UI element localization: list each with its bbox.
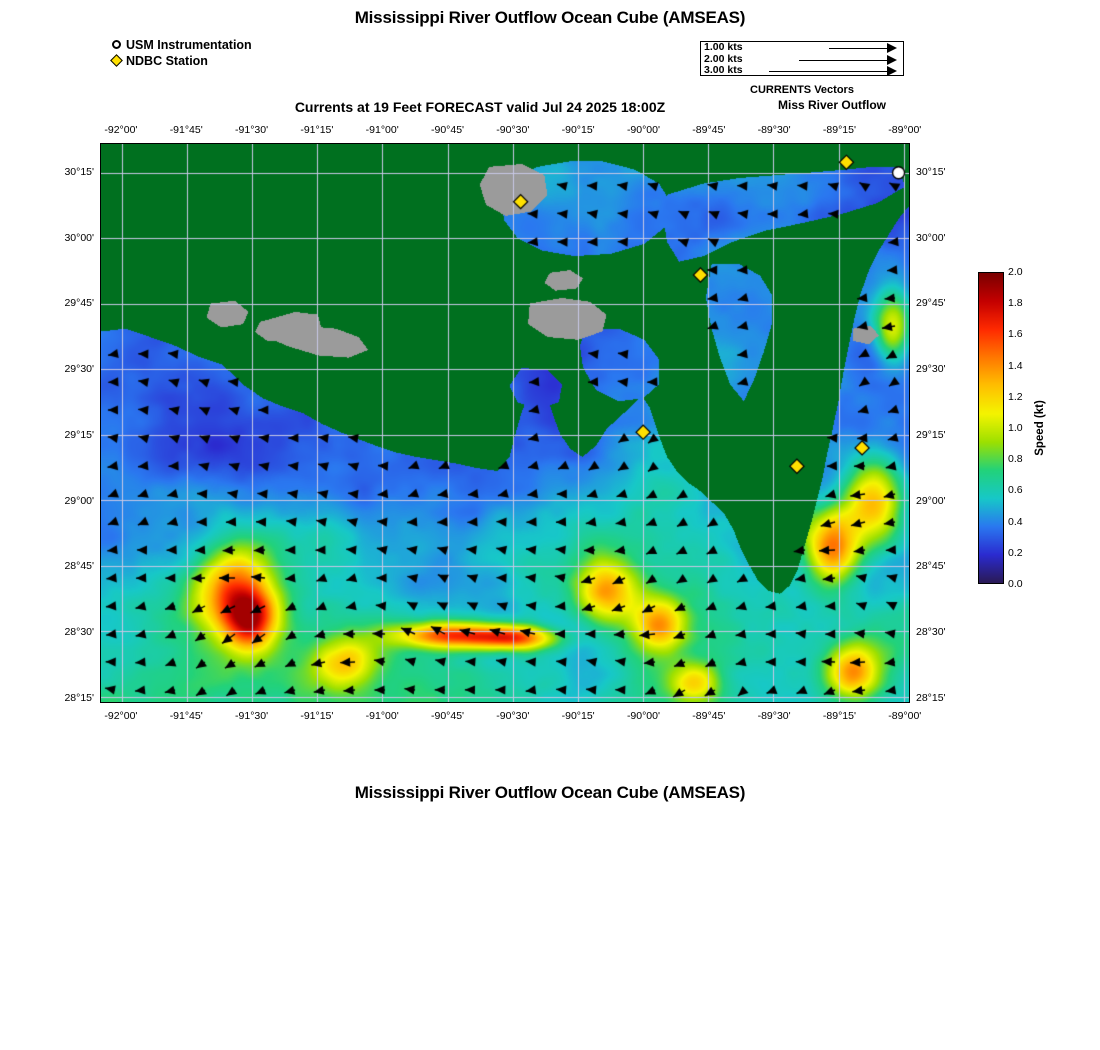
lon-tick-label: -92°00' <box>104 124 138 136</box>
vector-scale-key <box>700 41 904 76</box>
colorbar-tick-label: 0.2 <box>1008 546 1023 559</box>
lon-tick-label: -90°00' <box>626 710 660 722</box>
colorbar-tick-label: 2.0 <box>1008 266 1023 278</box>
lat-tick-label: 30°00' <box>64 231 94 244</box>
vector-key-label: 1.00 kts <box>704 41 743 53</box>
lon-tick-label: -90°30' <box>496 710 530 722</box>
colorbar-tick-label: 1.6 <box>1008 328 1023 341</box>
colorbar-tick-label: 0.4 <box>1008 515 1023 528</box>
colorbar-tick-label: 0.0 <box>1008 578 1023 590</box>
colorbar-title: Speed (kt) <box>1034 400 1046 456</box>
bottom-title: Mississippi River Outflow Ocean Cube (AMSEAS) <box>354 783 746 802</box>
lon-tick-label: -91°30' <box>235 124 269 136</box>
lon-tick-label: -90°15' <box>561 124 595 136</box>
lon-tick-label: -91°45' <box>169 124 203 136</box>
lon-tick-label: -90°15' <box>561 710 595 722</box>
legend-item-label: NDBC Station <box>126 53 208 68</box>
vector-key-caption: CURRENTS Vectors <box>750 84 854 96</box>
lon-tick-label: -91°15' <box>300 124 334 136</box>
vector-key-label: 3.00 kts <box>704 64 743 77</box>
lon-tick-label: -91°15' <box>300 710 334 722</box>
lat-tick-label: 29°30' <box>64 363 94 376</box>
lon-tick-label: -89°30' <box>757 124 791 136</box>
current-speed-field <box>101 144 909 702</box>
lat-tick-label: 30°15' <box>916 165 946 178</box>
lon-tick-label: -89°00' <box>888 124 922 136</box>
lon-tick-label: -89°00' <box>888 710 922 722</box>
lat-tick-label: 28°45' <box>916 560 946 573</box>
lat-tick-label: 29°15' <box>916 428 946 441</box>
lat-tick-label: 29°00' <box>916 494 946 507</box>
lat-tick-label: 29°00' <box>64 494 94 507</box>
lon-tick-label: -90°30' <box>496 124 530 136</box>
colorbar-gradient <box>978 272 1004 584</box>
map-plot-area[interactable] <box>100 143 910 703</box>
lat-tick-label: 29°15' <box>64 428 94 441</box>
legend-item-usm <box>108 37 252 52</box>
colorbar-tick-label: 0.8 <box>1008 453 1023 466</box>
colorbar-tick-label: 1.4 <box>1008 359 1023 372</box>
yellow-diamond-icon <box>108 53 124 68</box>
lon-tick-label: -89°45' <box>692 710 726 722</box>
lat-tick-label: 28°45' <box>64 560 94 573</box>
map-legend <box>108 37 252 69</box>
chart-subtitle: Currents at 19 Feet FORECAST valid Jul 24 2025 18:00Z <box>294 99 666 115</box>
lon-tick-label: -92°00' <box>104 710 138 722</box>
lon-tick-label: -89°15' <box>822 124 856 136</box>
lat-tick-label: 29°45' <box>916 297 946 310</box>
legend-item-ndbc <box>108 53 252 68</box>
lat-tick-label: 29°30' <box>916 363 946 376</box>
vector-key-row <box>701 65 903 77</box>
lat-tick-label: 28°30' <box>64 626 94 638</box>
vector-key-label: 2.00 kts <box>704 52 743 65</box>
lon-tick-label: -89°15' <box>822 710 856 722</box>
lon-tick-label: -89°30' <box>757 710 791 722</box>
lat-tick-label: 29°45' <box>64 297 94 310</box>
colorbar-tick-label: 1.8 <box>1008 297 1023 310</box>
open-circle-icon <box>108 37 124 52</box>
legend-item-label: USM Instrumentation <box>126 37 252 52</box>
lat-tick-label: 28°30' <box>916 626 946 638</box>
lon-tick-label: -90°00' <box>626 124 660 136</box>
lon-tick-label: -90°45' <box>430 710 465 722</box>
lon-tick-label: -90°45' <box>430 124 465 136</box>
lon-tick-label: -91°00' <box>365 710 399 722</box>
page-title: Mississippi River Outflow Ocean Cube (AMSEAS) <box>354 8 746 27</box>
colorbar-tick-label: 1.2 <box>1008 390 1023 403</box>
lon-tick-label: -91°45' <box>169 710 203 722</box>
colorbar-tick-label: 1.0 <box>1008 422 1023 434</box>
lat-tick-label: 30°00' <box>916 231 946 244</box>
colorbar-tick-label: 0.6 <box>1008 484 1023 497</box>
dataset-label: Miss River Outflow <box>778 98 887 112</box>
lon-tick-label: -89°45' <box>692 124 726 136</box>
lat-tick-label: 28°15' <box>64 691 94 704</box>
lon-tick-label: -91°00' <box>365 124 399 136</box>
lat-tick-label: 28°15' <box>916 691 946 704</box>
lat-tick-label: 30°15' <box>64 165 94 178</box>
lon-tick-label: -91°30' <box>235 710 269 722</box>
